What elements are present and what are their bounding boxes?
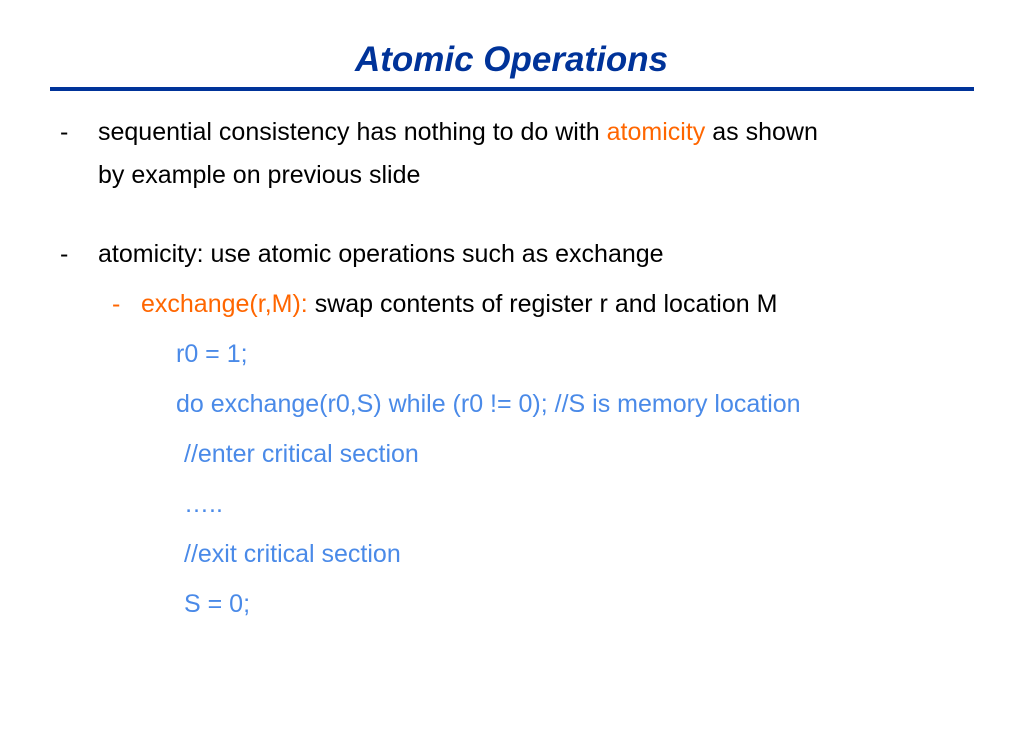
sub-bullet-dash: - [112,290,121,318]
code-line-4: ….. [184,490,223,518]
code-line-1: r0 = 1; [176,340,248,368]
bullet-1-text-before: sequential consistency has nothing to do with [98,118,607,146]
bullet-2-text: atomicity: use atomic operations such as exchange [98,240,664,268]
code-line-2: do exchange(r0,S) while (r0 != 0); //S is memory location [176,390,801,418]
title-underline [50,87,974,91]
bullet-dash-1: - [60,118,69,146]
bullet-1-text-after: as shown [705,118,818,146]
code-line-3: //enter critical section [184,440,419,468]
sub-bullet-line [141,289,777,319]
code-line-6: S = 0; [184,590,251,618]
sub-bullet-text: swap contents of register r and location M [307,290,778,318]
exchange-highlight: exchange(r,M): [141,290,308,318]
slide-title: Atomic Operations [354,40,669,79]
code-line-5: //exit critical section [184,540,401,568]
bullet-1-line-2: by example on previous slide [98,161,421,189]
bullet-dash-2: - [60,240,69,268]
atomicity-highlight: atomicity [606,118,706,146]
bullet-1-line-1 [98,117,818,147]
